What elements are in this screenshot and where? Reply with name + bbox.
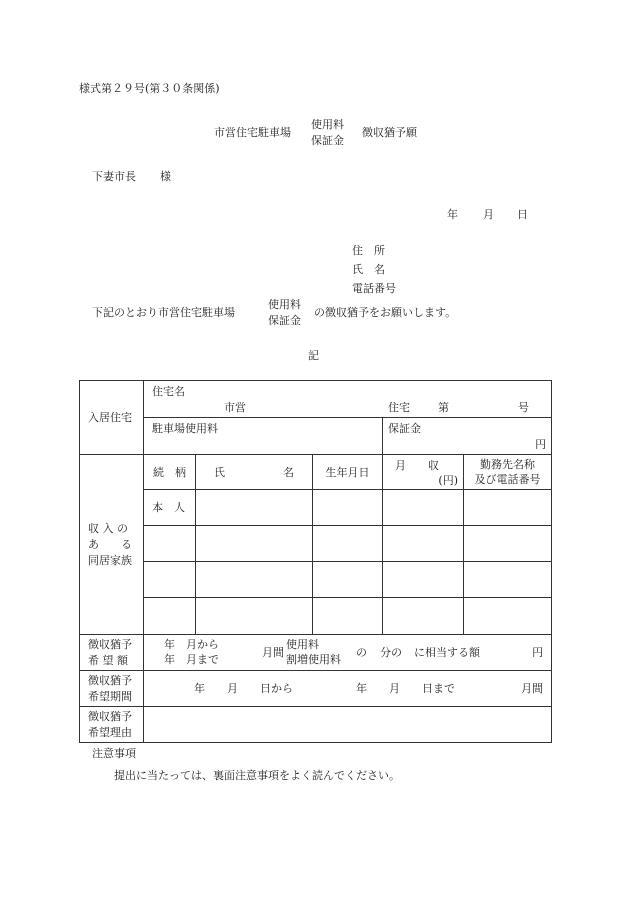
amount-label-line-2: 希 望 額 bbox=[88, 653, 128, 667]
period-to: 年 月 日まで bbox=[356, 682, 455, 695]
housing-name-label: 住宅名 bbox=[152, 385, 185, 398]
family-row-1-relation[interactable] bbox=[144, 490, 196, 526]
family-row-1-income[interactable] bbox=[383, 490, 464, 526]
applicant-phone-label: 電話番号 bbox=[352, 282, 396, 295]
date-month: 月 bbox=[483, 208, 494, 221]
family-label-line-2: あ る bbox=[88, 537, 132, 551]
header-income-b: (円) bbox=[438, 474, 458, 487]
request-suffix: の徴収猶予をお願いします。 bbox=[314, 306, 457, 319]
housing-label: 入居住宅 bbox=[80, 381, 144, 455]
family-row-2-relation[interactable] bbox=[144, 526, 196, 562]
reason-label-line-1: 徴収猶予 bbox=[88, 709, 132, 723]
reason-label bbox=[80, 707, 144, 743]
period-cell[interactable] bbox=[144, 671, 552, 707]
deposit-cell[interactable] bbox=[383, 418, 552, 455]
date-year: 年 bbox=[447, 208, 458, 221]
family-row-3-income[interactable] bbox=[383, 562, 464, 598]
dai-label: 第 bbox=[438, 401, 449, 414]
family-label-line-1: 収 入 の bbox=[88, 521, 128, 535]
applicant-address-label: 住 所 bbox=[352, 244, 385, 257]
city-label: 市営 bbox=[224, 401, 246, 414]
family-row-4-name[interactable] bbox=[196, 598, 313, 635]
amount-fee-surcharge: 割増使用料 bbox=[286, 653, 341, 666]
addressee-honorific: 様 bbox=[160, 170, 171, 183]
parking-fee-cell[interactable] bbox=[144, 418, 383, 455]
amount-to: 年 月まで bbox=[164, 653, 219, 666]
family-row-4-income[interactable] bbox=[383, 598, 464, 635]
period-months: 月間 bbox=[521, 682, 544, 695]
header-name-b: 名 bbox=[283, 465, 294, 479]
deposit-label: 保証金 bbox=[388, 422, 421, 435]
ki-heading: 記 bbox=[308, 349, 319, 362]
header-name-a: 氏 bbox=[214, 465, 225, 479]
amount-cell[interactable] bbox=[144, 635, 552, 671]
amount-label bbox=[80, 635, 144, 671]
housing-name-cell[interactable] bbox=[144, 381, 552, 418]
amount-yen: 円 bbox=[532, 646, 544, 659]
amount-fee-usage: 使用料 bbox=[286, 638, 319, 651]
family-row-2-income[interactable] bbox=[383, 526, 464, 562]
title-prefix: 市営住宅駐車場 bbox=[214, 126, 291, 139]
amount-from: 年 月から bbox=[164, 638, 219, 651]
family-row-2-birth[interactable] bbox=[313, 526, 383, 562]
header-name bbox=[196, 455, 313, 490]
jutaku-label: 住宅 bbox=[388, 401, 410, 414]
parking-fee-label: 駐車場使用料 bbox=[152, 422, 218, 435]
notes-title: 注意事項 bbox=[92, 747, 136, 760]
applicant-name-label: 氏 名 bbox=[352, 263, 385, 276]
header-birth: 生年月日 bbox=[313, 455, 383, 490]
period-label bbox=[80, 671, 144, 707]
family-row-4-birth[interactable] bbox=[313, 598, 383, 635]
family-row-3-relation[interactable] bbox=[144, 562, 196, 598]
family-label bbox=[80, 455, 144, 635]
addressee-name: 下妻市長 bbox=[92, 170, 136, 183]
family-row-4-work[interactable] bbox=[464, 598, 552, 635]
family-row-3-name[interactable] bbox=[196, 562, 313, 598]
self-label: 本 人 bbox=[152, 501, 185, 514]
header-work-a: 勤務先名称 bbox=[480, 458, 536, 471]
title-fee-deposit: 保証金 bbox=[311, 134, 344, 147]
deposit-yen: 円 bbox=[535, 438, 547, 451]
form-number: 様式第２９号(第３０条関係) bbox=[79, 82, 220, 95]
period-label-line-2: 希望期間 bbox=[88, 689, 132, 703]
amount-no: の bbox=[356, 646, 367, 659]
application-table bbox=[79, 380, 552, 743]
amount-months: 月間 bbox=[262, 646, 284, 659]
family-row-1-birth[interactable] bbox=[313, 490, 383, 526]
title-suffix: 徴収猶予願 bbox=[362, 126, 417, 139]
reason-label-line-2: 希望理由 bbox=[88, 725, 132, 739]
family-row-2-work[interactable] bbox=[464, 526, 552, 562]
notes-text: 提出に当たっては、裏面注意事項をよく読んでください。 bbox=[114, 769, 400, 782]
family-row-4-relation[interactable] bbox=[144, 598, 196, 635]
family-row-3-work[interactable] bbox=[464, 562, 552, 598]
period-label-line-1: 徴収猶予 bbox=[88, 673, 132, 687]
request-fee-deposit: 保証金 bbox=[268, 314, 301, 327]
header-relation: 続 柄 bbox=[144, 455, 196, 490]
family-label-line-3: 同居家族 bbox=[88, 553, 132, 567]
reason-cell[interactable] bbox=[144, 707, 552, 743]
title-fee-usage: 使用料 bbox=[311, 118, 344, 131]
header-income-a: 月 収 bbox=[395, 459, 439, 472]
go-label: 号 bbox=[518, 401, 529, 414]
header-work-b: 及び電話番号 bbox=[474, 473, 541, 486]
family-row-2-name[interactable] bbox=[196, 526, 313, 562]
request-fee-usage: 使用料 bbox=[268, 298, 301, 311]
header-work bbox=[464, 455, 552, 490]
amount-label-line-1: 徴収猶予 bbox=[88, 637, 132, 651]
family-row-3-birth[interactable] bbox=[313, 562, 383, 598]
header-income bbox=[383, 455, 464, 490]
amount-bunno: 分の bbox=[380, 646, 402, 659]
request-prefix: 下記のとおり市営住宅駐車場 bbox=[92, 306, 235, 319]
family-row-1-name[interactable] bbox=[196, 490, 313, 526]
amount-equivalent: に相当する額 bbox=[414, 646, 480, 659]
family-row-1-work[interactable] bbox=[464, 490, 552, 526]
period-from: 年 月 日から bbox=[194, 682, 293, 695]
date-day: 日 bbox=[517, 208, 528, 221]
